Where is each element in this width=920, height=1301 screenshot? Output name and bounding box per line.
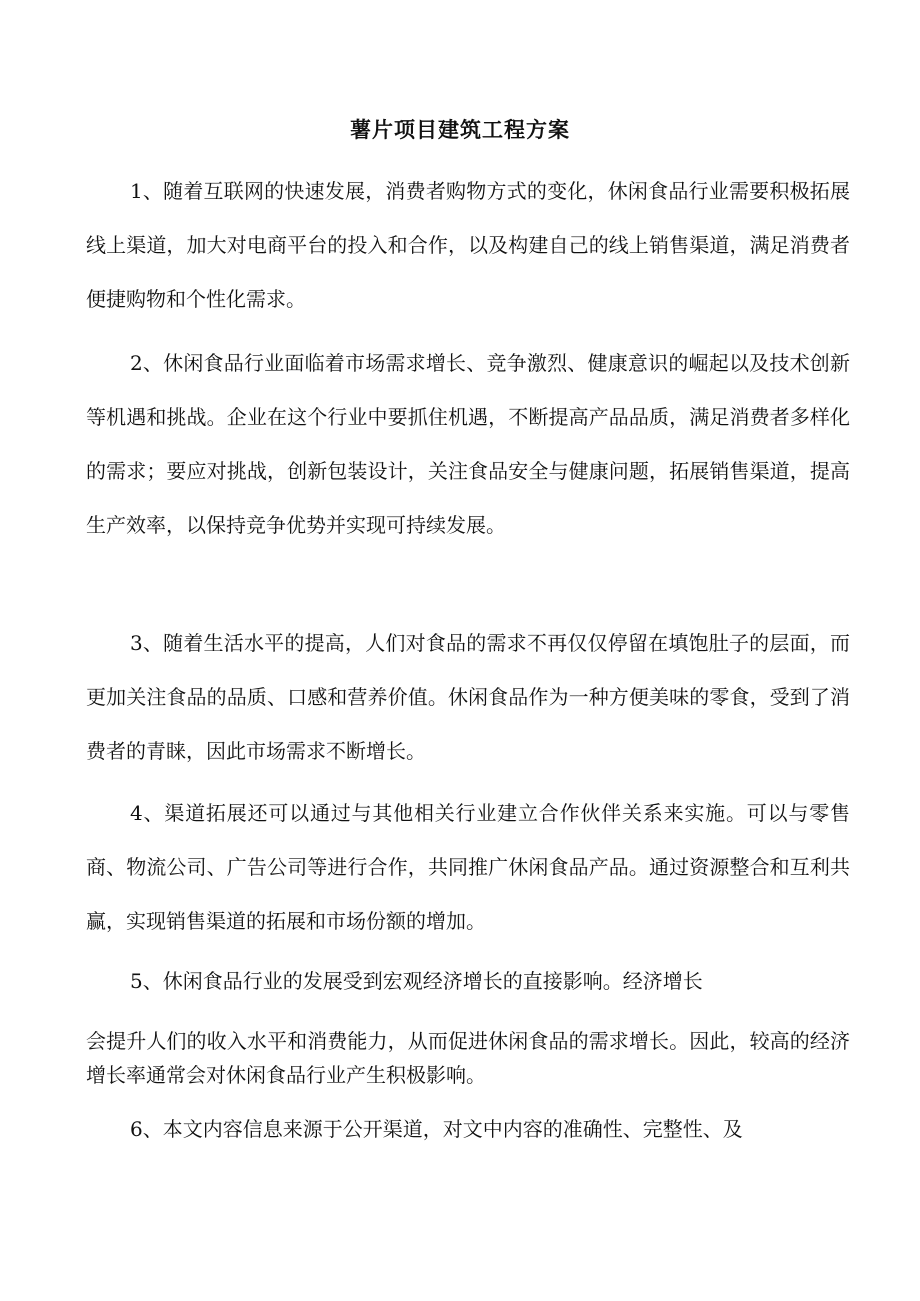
paragraph-1: 1、随着互联网的快速发展，消费者购物方式的变化，休闲食品行业需要积极拓展线上渠道，加大对电商平台的投入和合作，以及构建自己的线上销售渠道，满足消费者便捷购物和个性化需求。 bbox=[86, 179, 850, 311]
paragraph-3: 3、随着生活水平的提高，人们对食品的需求不再仅仅停留在填饱肚子的层面，而更加关注食品的品质、口感和营养价值。休闲食品作为一种方便美味的零食，受到了消费者的青睐，因此市场需求不断增长。 bbox=[86, 631, 850, 763]
document-title: 薯片项目建筑工程方案 bbox=[350, 118, 570, 142]
paragraph-4: 4、渠道拓展还可以通过与其他相关行业建立合作伙伴关系来实施。可以与零售商、物流公司、广告公司等进行合作，共同推广休闲食品产品。通过资源整合和互利共赢，实现销售渠道的拓展和市场份额的增加。 bbox=[86, 801, 850, 933]
paragraph-5-first-line: 5、休闲食品行业的发展受到宏观经济增长的直接影响。经济增长 bbox=[130, 969, 703, 993]
paragraph-6: 6、本文内容信息来源于公开渠道，对文中内容的准确性、完整性、及 bbox=[130, 1117, 743, 1141]
paragraph-5-continuation: 会提升人们的收入水平和消费能力，从而促进休闲食品的需求增长。因此，较高的经济增长率通常会对休闲食品行业产生积极影响。 bbox=[86, 1029, 850, 1087]
paragraph-2: 2、休闲食品行业面临着市场需求增长、竞争激烈、健康意识的崛起以及技术创新等机遇和挑战。企业在这个行业中要抓住机遇，不断提高产品品质，满足消费者多样化的需求；要应对挑战，创新包装设计，关注食品安全与健康问题，拓展销售渠道，提高生产效率，以保持竞争优势并实现可持续发展。 bbox=[86, 351, 850, 537]
